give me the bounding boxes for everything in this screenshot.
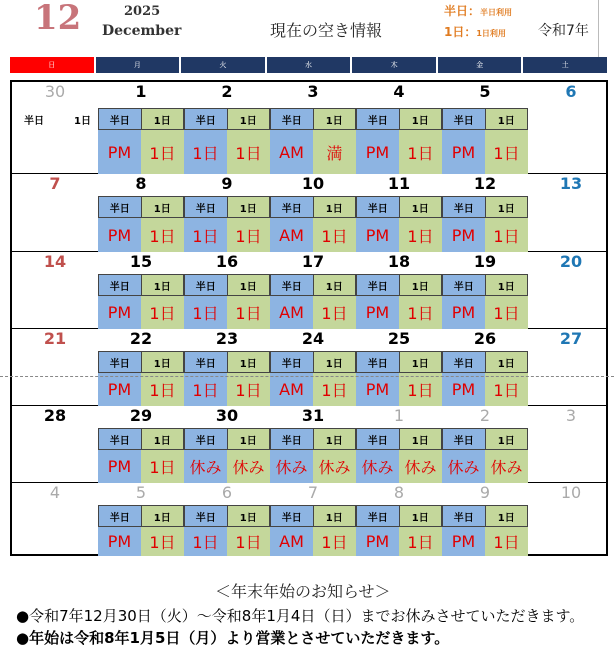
full-day-status: 1日 [485,218,528,252]
day-number: 2 [221,82,233,101]
slot-status [98,296,184,329]
full-day-label: 1日 [486,274,529,296]
slot-labels [442,274,528,296]
half-day-label: 半日 [184,274,228,296]
day-number: 7 [49,174,61,193]
full-day-label: 1日 [142,108,185,130]
half-day-label: 半日 [98,351,142,373]
day-cell [528,252,614,328]
half-day-label: 半日 [184,108,228,130]
slot-labels [270,108,356,130]
full-day-label: 1日 [314,196,357,218]
full-day-status: 1日 [313,296,356,329]
day-number: 5 [135,483,147,502]
slot-labels [442,351,528,373]
day-cell [98,483,184,556]
full-day-status: 満 [313,130,356,174]
full-day-label: 1日 [142,428,185,450]
full-day-status: 1日 [485,527,528,556]
half-day-label: 半日 [270,351,314,373]
day-cell [356,82,442,173]
half-day-label: 半日 [356,274,400,296]
weekday-6: 土 [523,57,607,73]
full-day-label: 1日 [142,196,185,218]
day-number: 30 [215,406,239,425]
half-day-label: 半日 [356,108,400,130]
half-day-status: AM [270,130,313,174]
full-day-status: 1日 [227,296,270,329]
slot-labels [98,428,184,450]
day-number: 27 [559,329,583,348]
slot-labels [270,196,356,218]
slot-labels [270,505,356,527]
day-cell [528,329,614,405]
half-day-status: PM [98,296,141,329]
full-day-label: 1日 [486,505,529,527]
day-number: 9 [479,483,491,502]
weekday-4: 木 [352,57,436,73]
notice-line-1: ●令和7年12月30日（火）～令和8年1月4日（日）までお休みさせていただきます。 [16,607,585,625]
slot-status [184,296,270,329]
slot-status [184,527,270,556]
era-label: 令和7年 [538,23,589,39]
half-day-label: 半日 [442,505,486,527]
day-number: 17 [301,252,325,271]
legend-full-label: 1日： [444,25,477,39]
full-day-status: 1日 [141,296,184,329]
legend-half-label: 半日： [444,4,481,18]
slot-labels [184,274,270,296]
full-day-status: 1日 [141,130,184,174]
slot-labels [442,505,528,527]
full-day-status: 1日 [399,296,442,329]
weekday-5: 金 [438,57,522,73]
half-day-status: PM [356,218,399,252]
half-day-label: 半日 [442,428,486,450]
slot-status [356,130,442,174]
full-day-status: 1日 [227,527,270,556]
day-cell [12,174,98,251]
slot-legend-full: 1日 [74,116,91,127]
full-day-status: 1日 [485,373,528,406]
full-day-label: 1日 [400,274,443,296]
half-day-label: 半日 [270,428,314,450]
slot-labels [356,351,442,373]
day-cell [356,483,442,556]
half-day-label: 半日 [356,351,400,373]
full-day-label: 1日 [486,196,529,218]
legend-half-note: 半日利用 [480,8,513,17]
slot-labels [270,351,356,373]
day-cell [12,82,98,173]
day-cell [270,483,356,556]
full-day-label: 1日 [142,351,185,373]
full-day-label: 1日 [314,274,357,296]
half-day-label: 半日 [356,505,400,527]
half-day-label: 半日 [356,196,400,218]
full-day-status: 1日 [313,373,356,406]
half-day-status: PM [442,373,485,406]
day-cell [98,406,184,482]
half-day-status: 休み [356,450,399,483]
day-cell [12,483,98,556]
slot-status [442,373,528,406]
legend-full [444,23,506,40]
half-day-label: 半日 [98,274,142,296]
full-day-status: 1日 [399,373,442,406]
half-day-status: PM [356,296,399,329]
month-name: December [102,23,182,39]
slot-status [98,130,184,174]
day-cell [442,483,528,556]
day-number: 10 [560,483,582,502]
slot-labels [98,108,184,130]
day-cell [270,406,356,482]
slot-status [442,218,528,252]
slot-labels [270,274,356,296]
full-day-status: 休み [313,450,356,483]
half-day-label: 半日 [270,108,314,130]
slot-labels [98,274,184,296]
slot-status [184,218,270,252]
full-day-label: 1日 [142,274,185,296]
day-number: 15 [129,252,153,271]
day-cell [184,329,270,405]
slot-labels [356,428,442,450]
slot-status [356,218,442,252]
weekday-2: 火 [181,57,265,73]
day-number: 4 [393,82,405,101]
full-day-status: 休み [485,450,528,483]
half-day-status: PM [98,130,141,174]
half-day-status: 休み [184,450,227,483]
slot-labels [442,428,528,450]
half-day-status: PM [442,218,485,252]
full-day-label: 1日 [400,351,443,373]
day-number: 5 [479,82,491,101]
slot-status [270,450,356,483]
half-day-label: 半日 [270,274,314,296]
half-day-status: PM [98,373,141,406]
week-row [12,252,606,329]
notice-title: ＜年末年始のお知らせ＞ [215,582,391,601]
day-cell [270,174,356,251]
full-day-status: 1日 [227,373,270,406]
slot-status [98,450,184,483]
day-number: 1 [135,82,147,101]
day-number: 16 [215,252,239,271]
slot-status [98,373,184,406]
slot-labels [98,351,184,373]
full-day-status: 1日 [227,130,270,174]
slot-status [270,130,356,174]
month-number: 12 [34,0,82,38]
slot-legend-half: 半日 [24,116,44,127]
day-number: 3 [307,82,319,101]
weekday-0: 日 [10,57,94,73]
day-cell [12,406,98,482]
weekday-3: 水 [267,57,351,73]
day-cell [528,406,614,482]
year-label: 2025 [124,4,161,19]
half-day-label: 半日 [184,351,228,373]
day-number: 10 [301,174,325,193]
day-cell [98,252,184,328]
day-cell [528,174,614,251]
day-cell [98,174,184,251]
half-day-label: 半日 [442,351,486,373]
day-cell [356,174,442,251]
weekday-header [10,57,607,73]
half-day-status: PM [442,296,485,329]
page-break-divider [0,376,614,377]
day-cell [356,329,442,405]
slot-legend [24,112,91,127]
week-row [12,174,606,252]
day-cell [442,329,528,405]
full-day-status: 1日 [141,450,184,483]
half-day-label: 半日 [98,428,142,450]
slot-status [184,450,270,483]
slot-labels [356,274,442,296]
slot-labels [184,505,270,527]
day-cell [528,82,614,173]
full-day-status: 1日 [399,527,442,556]
slot-status [98,218,184,252]
full-day-status: 1日 [313,527,356,556]
full-day-label: 1日 [228,274,271,296]
half-day-label: 半日 [184,505,228,527]
full-day-label: 1日 [228,505,271,527]
full-day-label: 1日 [228,196,271,218]
day-cell [442,252,528,328]
full-day-label: 1日 [400,428,443,450]
slot-labels [442,196,528,218]
slot-status [356,450,442,483]
day-number: 19 [473,252,497,271]
day-number: 14 [43,252,67,271]
day-number: 31 [301,406,325,425]
slot-status [356,296,442,329]
full-day-status: 1日 [399,218,442,252]
half-day-label: 半日 [184,428,228,450]
day-number: 29 [129,406,153,425]
day-cell [12,329,98,405]
half-day-label: 半日 [356,428,400,450]
full-day-label: 1日 [228,108,271,130]
day-number: 9 [221,174,233,193]
half-day-status: 1日 [184,296,227,329]
day-cell [98,82,184,173]
full-day-label: 1日 [314,505,357,527]
half-day-status: PM [356,373,399,406]
day-cell [356,252,442,328]
week-row [12,483,606,556]
day-cell [270,329,356,405]
day-number: 11 [387,174,411,193]
half-day-label: 半日 [442,108,486,130]
full-day-label: 1日 [228,351,271,373]
day-number: 23 [215,329,239,348]
week-row [12,406,606,483]
full-day-label: 1日 [228,428,271,450]
half-day-label: 半日 [270,505,314,527]
half-day-status: AM [270,296,313,329]
slot-status [270,218,356,252]
slot-labels [98,505,184,527]
slot-status [184,130,270,174]
half-day-status: PM [98,450,141,483]
half-day-label: 半日 [98,108,142,130]
slot-status [270,296,356,329]
day-number: 30 [44,82,66,101]
day-number: 22 [129,329,153,348]
half-day-label: 半日 [442,274,486,296]
day-number: 4 [49,483,61,502]
full-day-label: 1日 [314,108,357,130]
half-day-status: 1日 [184,218,227,252]
full-day-status: 休み [399,450,442,483]
divider [598,0,599,58]
full-day-status: 休み [227,450,270,483]
day-cell [98,329,184,405]
full-day-label: 1日 [314,428,357,450]
calendar-grid [10,80,608,556]
day-number: 18 [387,252,411,271]
day-number: 8 [135,174,147,193]
day-cell [184,174,270,251]
day-number: 1 [393,406,405,425]
half-day-status: PM [98,218,141,252]
half-day-status: 休み [442,450,485,483]
vacancy-title: 現在の空き情報 [270,21,383,40]
slot-status [356,527,442,556]
full-day-label: 1日 [142,505,185,527]
half-day-status: AM [270,218,313,252]
day-cell [442,82,528,173]
slot-labels [184,196,270,218]
legend-half [444,2,512,19]
full-day-status: 1日 [141,527,184,556]
full-day-status: 1日 [485,130,528,174]
slot-status [442,450,528,483]
half-day-status: 1日 [184,130,227,174]
day-cell [184,483,270,556]
slot-labels [442,108,528,130]
day-cell [442,174,528,251]
day-cell [184,406,270,482]
half-day-status: AM [270,373,313,406]
slot-status [442,296,528,329]
day-number: 24 [301,329,325,348]
slot-status [356,373,442,406]
slot-labels [184,351,270,373]
full-day-label: 1日 [486,428,529,450]
slot-status [98,527,184,556]
day-number: 6 [565,82,577,101]
half-day-status: 休み [270,450,313,483]
slot-status [184,373,270,406]
half-day-status: PM [442,130,485,174]
full-day-label: 1日 [486,108,529,130]
full-day-status: 1日 [141,373,184,406]
day-number: 2 [479,406,491,425]
week-row [12,82,606,174]
day-cell [442,406,528,482]
day-number: 7 [307,483,319,502]
slot-status [442,130,528,174]
day-number: 3 [565,406,577,425]
half-day-status: PM [98,527,141,556]
slot-labels [98,196,184,218]
day-cell [184,82,270,173]
day-number: 25 [387,329,411,348]
half-day-status: 1日 [184,373,227,406]
slot-labels [356,108,442,130]
half-day-label: 半日 [98,505,142,527]
full-day-label: 1日 [400,196,443,218]
day-cell [528,483,614,556]
day-number: 26 [473,329,497,348]
half-day-label: 半日 [442,196,486,218]
full-day-status: 1日 [313,218,356,252]
slot-labels [356,196,442,218]
day-cell [184,252,270,328]
full-day-label: 1日 [314,351,357,373]
full-day-label: 1日 [486,351,529,373]
day-cell [270,252,356,328]
half-day-status: 1日 [184,527,227,556]
legend-full-note: 1日利用 [476,29,506,38]
day-number: 28 [43,406,67,425]
slot-labels [356,505,442,527]
half-day-label: 半日 [98,196,142,218]
day-cell [12,252,98,328]
day-cell [356,406,442,482]
half-day-status: PM [356,130,399,174]
weekday-1: 月 [96,57,180,73]
slot-labels [184,428,270,450]
week-row [12,329,606,406]
day-number: 6 [221,483,233,502]
day-number: 8 [393,483,405,502]
day-number: 13 [559,174,583,193]
day-number: 21 [43,329,67,348]
slot-status [270,527,356,556]
full-day-status: 1日 [485,296,528,329]
half-day-status: PM [442,527,485,556]
full-day-status: 1日 [141,218,184,252]
slot-labels [270,428,356,450]
full-day-status: 1日 [399,130,442,174]
full-day-status: 1日 [227,218,270,252]
day-number: 20 [559,252,583,271]
slot-labels [184,108,270,130]
half-day-status: PM [356,527,399,556]
half-day-status: AM [270,527,313,556]
half-day-label: 半日 [184,196,228,218]
notice-line-2: ●年始は令和8年1月5日（月）より営業とさせていただきます。 [16,629,450,647]
slot-status [442,527,528,556]
half-day-label: 半日 [270,196,314,218]
day-cell [270,82,356,173]
full-day-label: 1日 [400,108,443,130]
day-number: 12 [473,174,497,193]
slot-status [270,373,356,406]
full-day-label: 1日 [400,505,443,527]
